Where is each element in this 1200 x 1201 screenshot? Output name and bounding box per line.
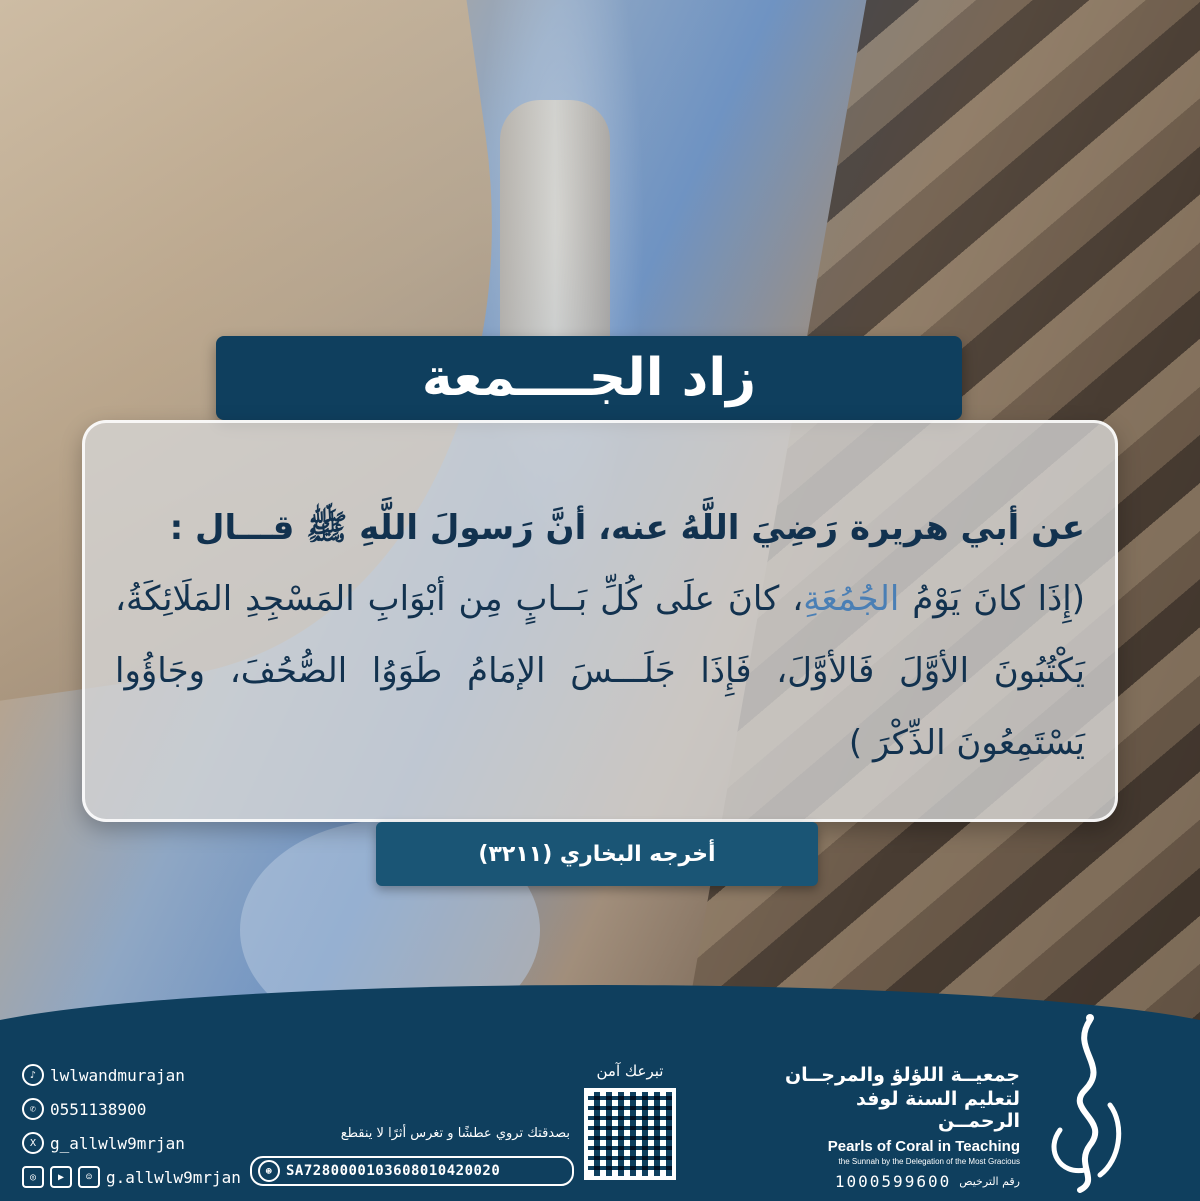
donation-block (250, 1060, 680, 1190)
hadith-text-before: (إِذَا كانَ يَوْمُ (899, 579, 1085, 619)
org-subtitle-english: the Sunnah by the Delegation of the Most Gracious (838, 1157, 1020, 1166)
social-item-tiktok[interactable] (22, 1058, 241, 1092)
donate-label: تبرعك آمن (596, 1062, 664, 1080)
snapchat-icon: ☺ (78, 1166, 100, 1188)
instagram-handle: g.allwlw9mrjan (106, 1167, 241, 1187)
x-handle: g_allwlw9mrjan (50, 1133, 185, 1153)
organization-info (780, 1064, 1020, 1191)
donation-slogan: بصدقتك تروي عطشًا و تغرس أثرًا لا ينقطع (340, 1126, 570, 1141)
source-banner (376, 822, 818, 886)
social-item-x[interactable] (22, 1126, 241, 1160)
x-icon: X (22, 1132, 44, 1154)
hadith-intro: عن أبي هريرة رَضِيَ اللَّهُ عنه، أنَّ رَسولَ اللَّهِ ﷺ قـــال : (169, 508, 1085, 548)
org-name-arabic: جمعيــة اللؤلؤ والمرجــان (784, 1064, 1020, 1086)
hadith-body (115, 563, 1085, 779)
org-subtitle-arabic: لتعليم السنة لوفد الرحمــن (856, 1088, 1020, 1132)
bank-icon: ⊛ (258, 1160, 280, 1182)
license-row (780, 1172, 1020, 1191)
youtube-icon: ▶ (50, 1166, 72, 1188)
organization-logo-icon (1030, 1010, 1140, 1195)
iban-field[interactable] (250, 1156, 574, 1186)
iban-number: SA7280000103608010420020 (286, 1163, 501, 1179)
social-item-instagram[interactable] (22, 1160, 241, 1194)
source-text: أخرجه البخاري (٣٢١١) (478, 841, 716, 867)
hadith-jumuah: الجُمُعَةِ (803, 579, 900, 619)
tiktok-handle: lwlwandmurajan (50, 1065, 185, 1085)
social-links (22, 1058, 241, 1194)
title-banner (216, 336, 962, 420)
qr-code[interactable] (584, 1088, 676, 1180)
hadith-card (82, 420, 1118, 822)
social-item-whatsapp[interactable] (22, 1092, 241, 1126)
license-number: 1000599600 (834, 1172, 952, 1191)
hadith-text (115, 493, 1085, 779)
page-title: زاد الجــــمعة (421, 348, 757, 408)
org-name-english: Pearls of Coral in Teaching (827, 1138, 1020, 1155)
whatsapp-icon: ✆ (22, 1098, 44, 1120)
tiktok-icon: ♪ (22, 1064, 44, 1086)
whatsapp-number: 0551138900 (50, 1099, 147, 1119)
background-minaret (500, 100, 610, 360)
instagram-icon: ◎ (22, 1166, 44, 1188)
license-label: رقم الترخيص (959, 1175, 1020, 1188)
hadith-text-after: ، كانَ علَى كُلِّ بَــابٍ مِن أبْوَابِ المَسْجِدِ المَلَائِكَةُ، يَكْتُبُونَ الأوَّلَ فَالأوَّلَ، فَإِذَا جَلَـــسَ الإمَامُ طَوَوُا الصُّحُفَ، وجَاؤُوا يَسْتَمِعُونَ الذِّكْرَ ) (115, 579, 1085, 763)
